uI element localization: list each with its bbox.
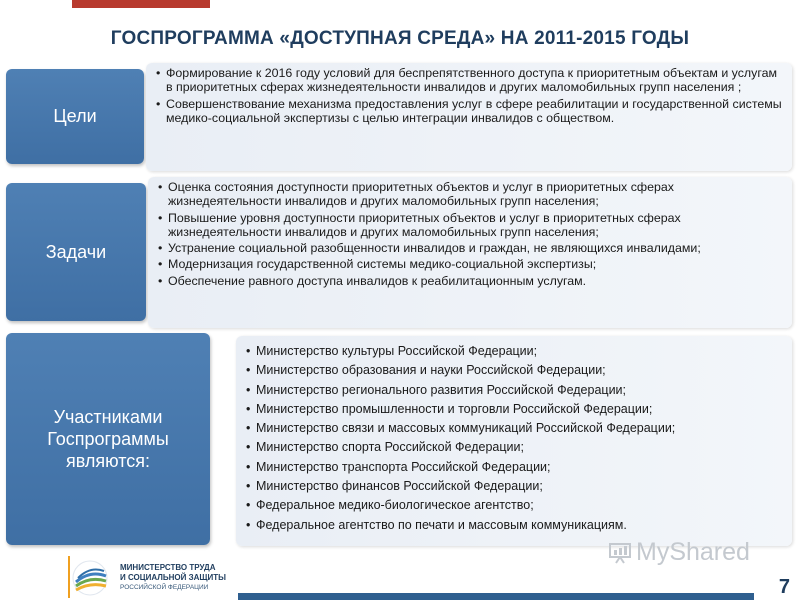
list-item: • Министерство спорта Российской Федерации; [246,440,784,455]
tasks-label-box [6,183,146,321]
list-item: • Федеральное медико-биологическое агентство; [246,498,784,513]
list-item: • Повышение уровня доступности приоритетных объектов и услуг в приоритетных сферах жизнедеятельности инвалидов и других маломобильных групп населения; [158,211,784,240]
list-item: • Министерство регионального развития Российской Федерации; [246,383,784,398]
list-item: • Совершенствование механизма предоставления услуг в сфере реабилитации и государственной системы медико-социальной экспертизы с целью интеграции инвалидов с обществом. [156,97,784,126]
ministry-name-line1: МИНИСТЕРСТВО ТРУДА [120,563,216,572]
list-item: • Министерство связи и массовых коммуникаций Российской Федерации; [246,421,784,436]
page-number: 7 [778,576,790,598]
participants-label-box [6,333,210,545]
list-item: • Министерство промышленности и торговли Российской Федерации; [246,402,784,417]
tasks-label: Задачи [45,241,107,262]
presentation-icon [608,541,632,565]
list-item: • Обеспечение равного доступа инвалидов к реабилитационным услугам. [158,274,784,288]
participants-panel [236,336,792,546]
ministry-logo-icon [68,556,112,598]
list-item: • Министерство культуры Российской Федерации; [246,344,784,359]
watermark [608,538,750,567]
ministry-name [120,563,226,593]
list-item: • Министерство транспорта Российской Федерации; [246,460,784,475]
list-item: • Министерство образования и науки Российской Федерации; [246,363,784,378]
list-item: • Формирование к 2016 году условий для беспрепятственного доступа к приоритетным объектам и услугам в приоритетных сферах жизнедеятельности инвалидов и других маломобильных групп населения ; [156,66,784,95]
list-item: • Модернизация государственной системы медико-социальной экспертизы; [158,257,784,271]
bottom-accent-bar [238,593,754,600]
participants-list [246,344,784,533]
list-item: • Министерство финансов Российской Федерации; [246,479,784,494]
ministry-name-line2: И СОЦИАЛЬНОЙ ЗАЩИТЫ [120,573,226,582]
ministry-name-line3: РОССИЙСКОЙ ФЕДЕРАЦИИ [120,584,209,591]
list-item: • Оценка состояния доступности приоритетных объектов и услуг в приоритетных сферах жизнедеятельности инвалидов и других маломобильных групп населения; [158,180,784,209]
page-title: ГОСПРОГРАММА «ДОСТУПНАЯ СРЕДА» НА 2011-2015 ГОДЫ [110,28,690,49]
participants-label: Участниками Госпрограммы являются: [47,407,169,471]
goals-panel [146,63,792,171]
tasks-list [158,180,784,288]
tasks-panel [148,177,792,328]
goals-label-box [6,69,144,164]
goals-label: Цели [53,106,97,126]
list-item: • Федеральное агентство по печати и массовым коммуникациям. [246,518,784,533]
list-item: • Устранение социальной разобщенности инвалидов и граждан, не являющихся инвалидами; [158,241,784,255]
top-accent-bar [72,0,210,8]
watermark-text: MyShared [636,538,750,566]
goals-list [156,66,784,125]
